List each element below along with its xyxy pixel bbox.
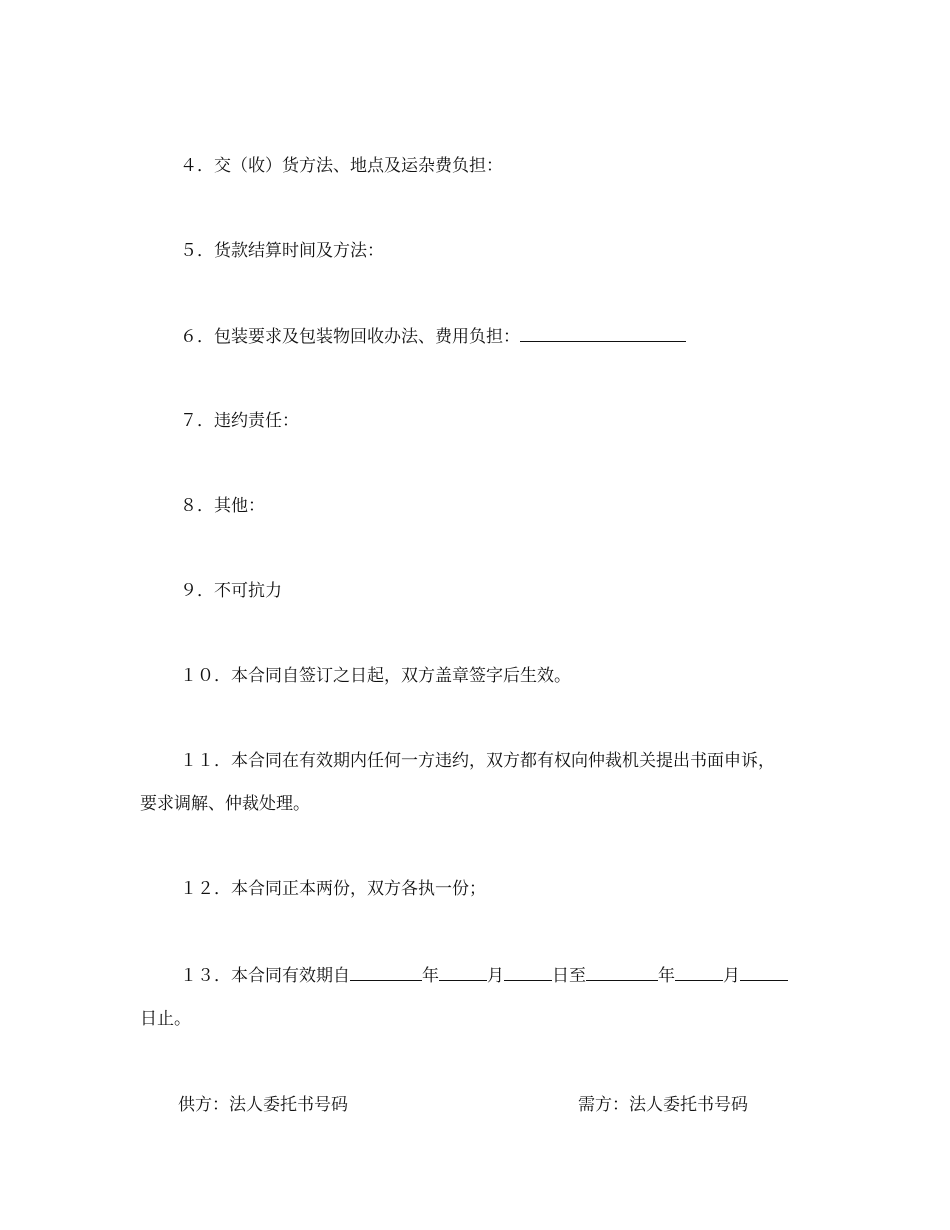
supplier-signature-label (178, 1094, 348, 1116)
start-year-label: 年 (422, 966, 439, 986)
clause-4 (180, 155, 880, 177)
clause-8 (180, 495, 880, 517)
clause-13-prefix: １３．本合同有效期自 (180, 966, 350, 986)
clause-11-line-1 (180, 750, 880, 772)
end-month-label: 月 (723, 966, 740, 986)
clause-6-blank[interactable] (520, 325, 686, 342)
clause-13-line-2 (140, 1008, 840, 1030)
clause-11-text-1: １１．本合同在有效期内任何一方违约，双方都有权向仲裁机关提出书面申诉， (180, 751, 775, 771)
supplier-label-text: 供方：法人委托书号码 (178, 1095, 348, 1115)
buyer-label-text: 需方：法人委托书号码 (578, 1095, 748, 1115)
clause-4-text: ４．交（收）货方法、地点及运杂费负担： (180, 156, 503, 176)
clause-11-line-2 (140, 793, 840, 815)
end-year-blank[interactable] (586, 964, 658, 981)
clause-11-text-2: 要求调解、仲裁处理。 (140, 794, 310, 814)
clause-9-text: ９．不可抗力 (180, 581, 282, 601)
clause-10-text: １０．本合同自签订之日起，双方盖章签字后生效。 (180, 666, 571, 686)
start-day-to-label: 日至 (552, 966, 586, 986)
clause-7 (180, 410, 880, 432)
clause-10 (180, 665, 880, 687)
start-month-blank[interactable] (439, 964, 487, 981)
end-month-blank[interactable] (675, 964, 723, 981)
clause-12-text: １２．本合同正本两份，双方各执一份； (180, 879, 486, 899)
clause-13-end-text: 日止。 (140, 1009, 191, 1029)
clause-9 (180, 580, 880, 602)
clause-6 (180, 325, 880, 348)
clause-12 (180, 878, 880, 900)
clause-5-text: ５．货款结算时间及方法： (180, 241, 384, 261)
clause-5 (180, 240, 880, 262)
end-year-label: 年 (658, 966, 675, 986)
start-year-blank[interactable] (350, 964, 422, 981)
clause-13-line-1 (180, 964, 880, 987)
buyer-signature-label (578, 1094, 748, 1116)
end-day-blank[interactable] (740, 964, 788, 981)
clause-8-text: ８．其他： (180, 496, 265, 516)
start-month-label: 月 (487, 966, 504, 986)
clause-7-text: ７．违约责任： (180, 411, 299, 431)
start-day-blank[interactable] (504, 964, 552, 981)
clause-6-text: ６．包装要求及包装物回收办法、费用负担： (180, 327, 520, 347)
